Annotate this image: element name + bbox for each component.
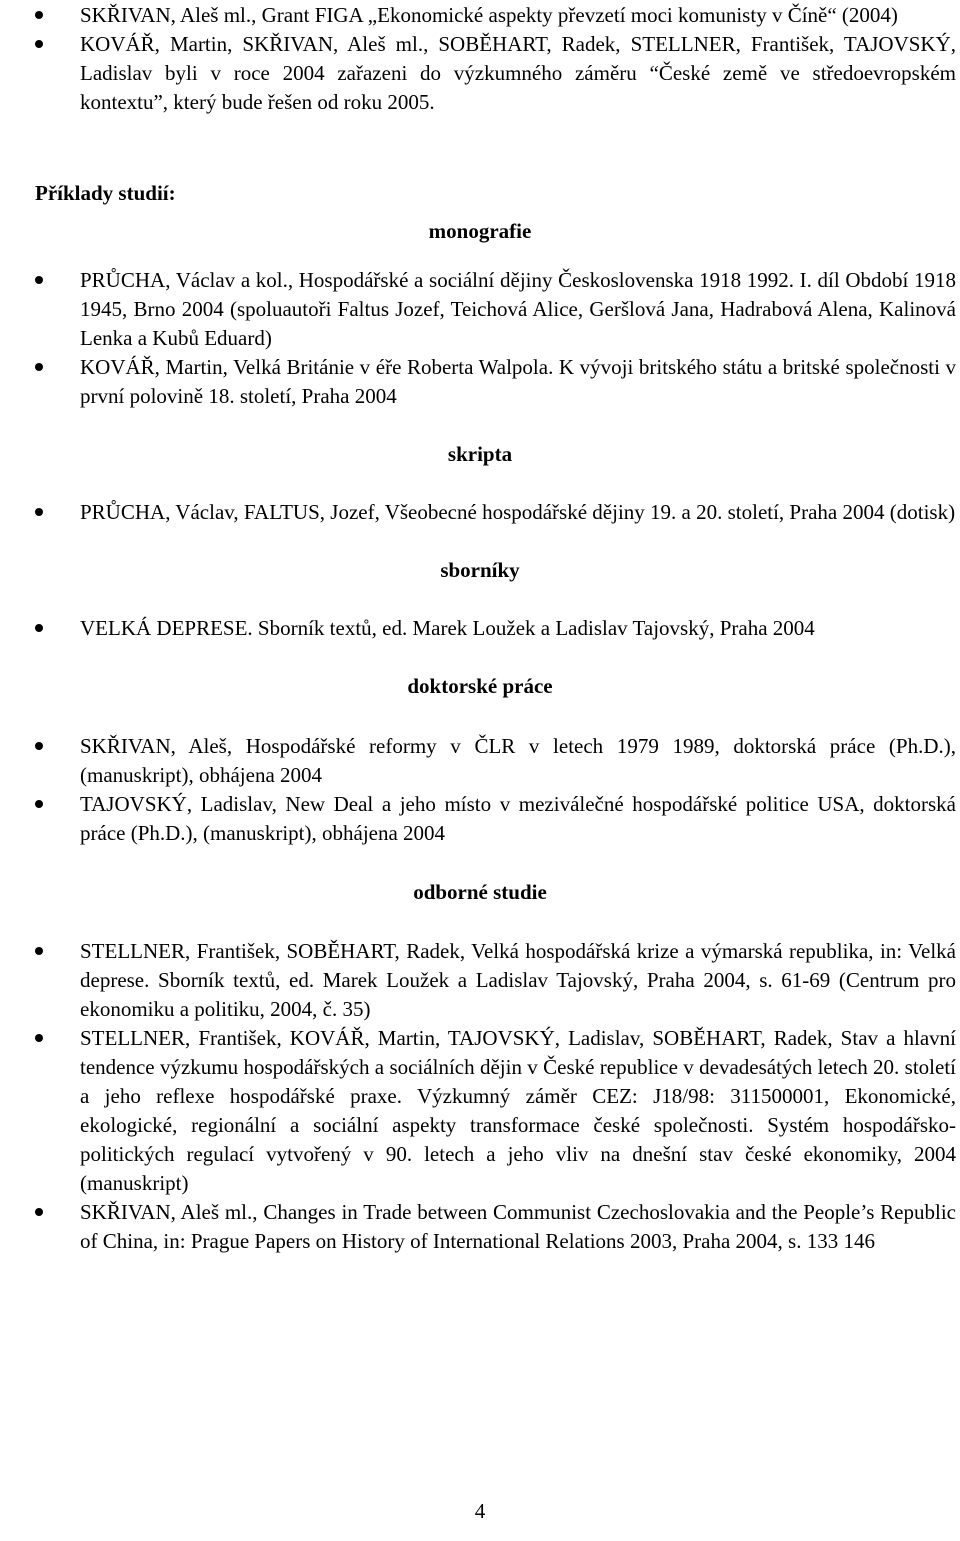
list-item [0, 732, 960, 790]
list-item-text: PRŮCHA, Václav, FALTUS, Jozef, Všeobecné hospodářské dějiny 19. a 20. století, Praha 2004 (dotisk) [80, 500, 956, 524]
bullet-icon [35, 276, 43, 284]
bullet-icon [35, 508, 43, 516]
bullet-icon [35, 947, 43, 955]
section-title-sborniky: sborníky [440, 558, 520, 582]
list-item [0, 1, 960, 30]
doktorske-prace-list [0, 732, 960, 848]
bullet-icon [35, 11, 43, 19]
list-item [0, 266, 960, 353]
odborne-studie-list [0, 937, 960, 1256]
list-item-text: KOVÁŘ, Martin, SKŘIVAN, Aleš ml., SOBĚHART, Radek, STELLNER, František, TAJOVSKÝ, Ladislav byli v roce 2004 zařazeni do výzkumného záměru “České země ve středoevropském kontextu”, který bude řešen od roku 2005. [80, 32, 956, 114]
list-item-text: VELKÁ DEPRESE. Sborník textů, ed. Marek Loužek a Ladislav Tajovský, Praha 2004 [80, 616, 815, 640]
list-item-text: SKŘIVAN, Aleš ml., Changes in Trade between Communist Czechoslovakia and the People’s Republic of China, in: Prague Papers on History of International Relations 2003, Praha 2004, s. 133 146 [80, 1200, 956, 1253]
list-item [0, 1198, 960, 1256]
monografie-list [0, 266, 960, 411]
page-number: 4 [474, 1499, 486, 1523]
list-item [0, 614, 960, 643]
list-item-text: SKŘIVAN, Aleš ml., Grant FIGA „Ekonomické aspekty převzetí moci komunisty v Číně“ (2004) [80, 3, 898, 27]
list-item [0, 353, 960, 411]
list-item [0, 1024, 960, 1198]
bullet-icon [35, 363, 43, 371]
list-item-text: KOVÁŘ, Martin, Velká Británie v éře Roberta Walpola. K vývoji britského státu a britské společnosti v první polovině 18. století, Praha 2004 [80, 355, 956, 408]
top-list [0, 1, 960, 117]
list-item-text: STELLNER, František, SOBĚHART, Radek, Velká hospodářská krize a výmarská republika, in: Velká deprese. Sborník textů, ed. Marek Loužek a Ladislav Tajovský, Praha 2004, s. 61-69 (Centrum pro ekonomiku a politiku, 2004, č. 35) [80, 939, 956, 1021]
list-item-text: STELLNER, František, KOVÁŘ, Martin, TAJOVSKÝ, Ladislav, SOBĚHART, Radek, Stav a hlavní tendence výzkumu hospodářských a sociálních dějin v České republice v devadesátých letech 20. století a jeho reflexe hospodářské praxe. Výzkumný záměr CEZ: J18/98: 311500001, Ekonomické, ekologické, regionální a sociální aspekty transformace české společnosti. Systém hospodářsko-politických regulací vytvořený v 90. letech a jeho vliv na dnešní stav české ekonomiky, 2004 (manuskript) [80, 1026, 956, 1195]
list-item [0, 498, 960, 527]
list-item-text: PRŮCHA, Václav a kol., Hospodářské a sociální dějiny Československa 1918 1992. I. díl Období 1918 1945, Brno 2004 (spoluautoři Faltus Jozef, Teichová Alice, Geršlová Jana, Hadrabová Alena, Kalinová Lenka a Kubů Eduard) [80, 268, 956, 350]
bullet-icon [35, 742, 43, 750]
list-item [0, 937, 960, 1024]
section-title-monografie: monografie [428, 219, 532, 243]
list-item-text: SKŘIVAN, Aleš, Hospodářské reformy v ČLR v letech 1979 1989, doktorská práce (Ph.D.), (manuskript), obhájena 2004 [80, 734, 956, 787]
bullet-icon [35, 1208, 43, 1216]
section-title-odborne-studie: odborné studie [413, 880, 547, 904]
list-item [0, 30, 960, 117]
skripta-list [0, 498, 960, 527]
section-title-skripta: skripta [447, 442, 513, 466]
bullet-icon [35, 624, 43, 632]
sborniky-list [0, 614, 960, 643]
examples-heading: Příklady studií: [35, 181, 176, 205]
list-item-text: TAJOVSKÝ, Ladislav, New Deal a jeho místo v meziválečné hospodářské politice USA, doktorská práce (Ph.D.), (manuskript), obhájena 2004 [80, 792, 956, 845]
bullet-icon [35, 1034, 43, 1042]
section-title-doktorske-prace: doktorské práce [407, 674, 553, 698]
bullet-icon [35, 40, 43, 48]
list-item [0, 790, 960, 848]
bullet-icon [35, 800, 43, 808]
